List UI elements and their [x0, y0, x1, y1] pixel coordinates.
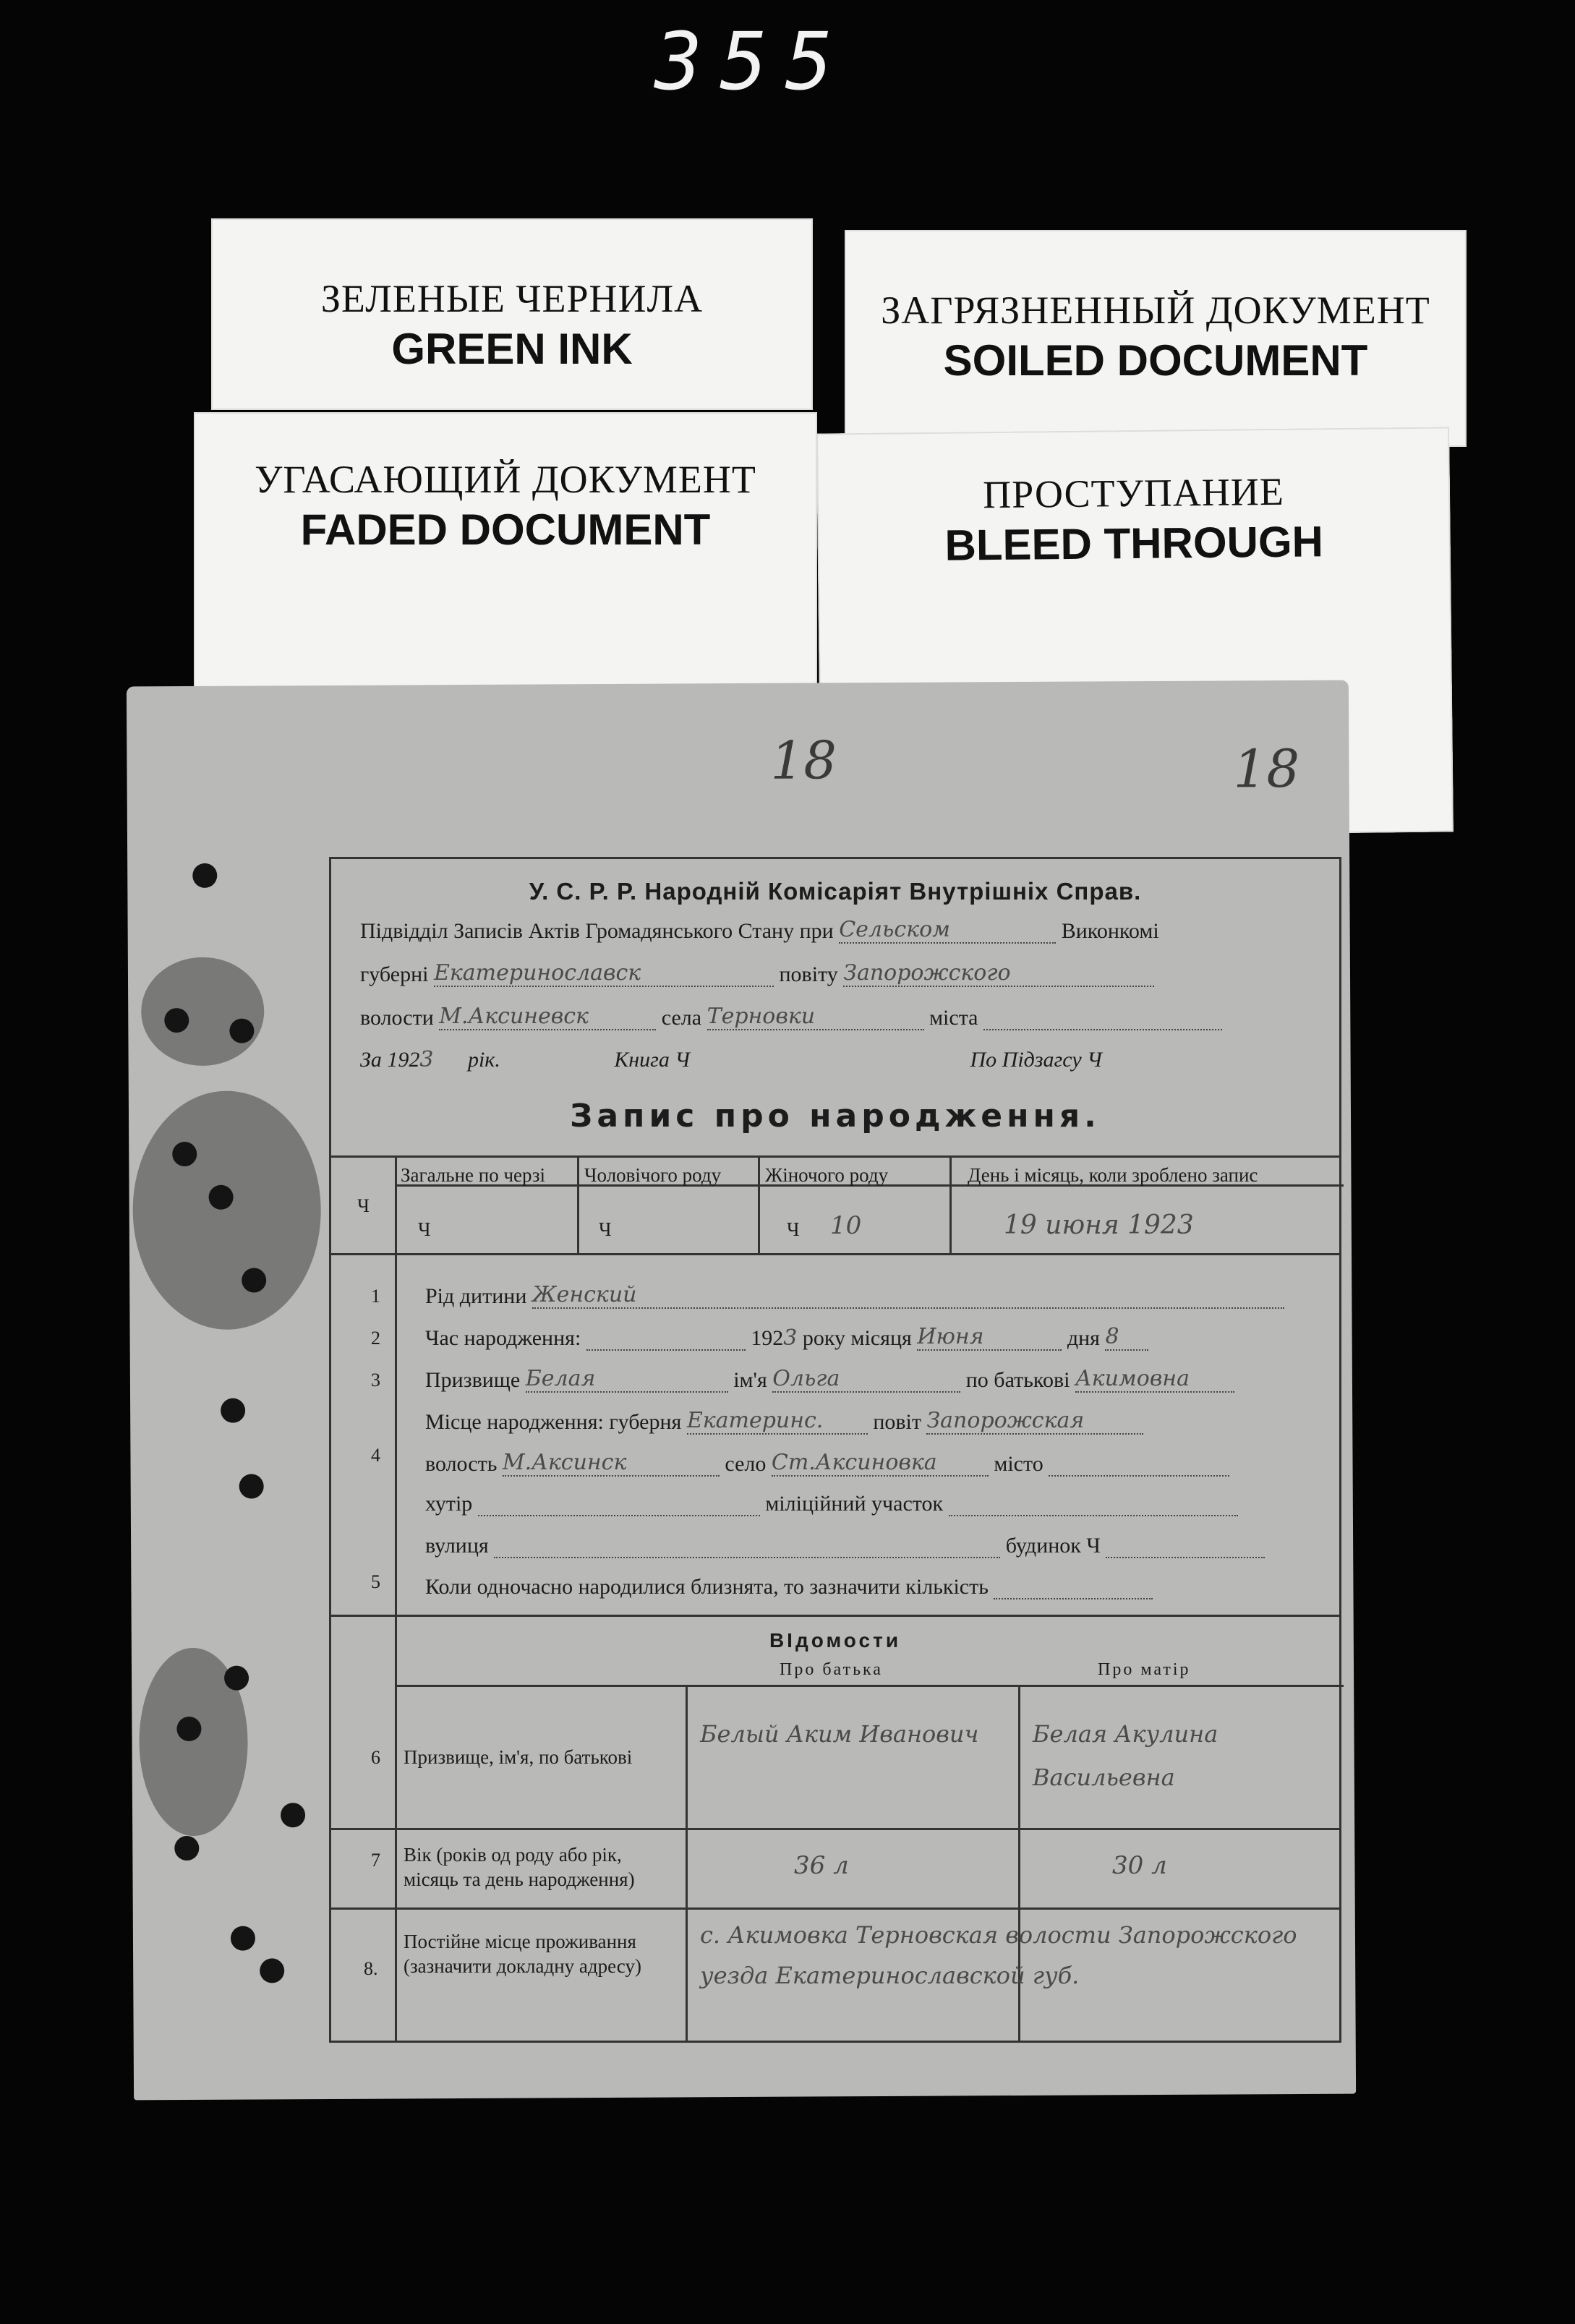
- page-number-left: 18: [770, 730, 837, 791]
- punch-hole: [176, 1717, 201, 1741]
- punch-hole: [192, 863, 217, 888]
- twins-value: [994, 1598, 1153, 1599]
- surname-label: Призвище: [425, 1368, 521, 1392]
- punch-hole: [164, 1008, 189, 1033]
- punch-hole: [174, 1836, 199, 1861]
- page-number-right: 18: [1233, 738, 1300, 800]
- volost-value: М.Аксиневск: [439, 1004, 656, 1030]
- faded-document-tag: [194, 412, 817, 701]
- val-male: Ч: [599, 1218, 612, 1240]
- residence-label: Постійне місце проживання (зазначити докладну адресу): [404, 1931, 641, 1977]
- row-twins: [425, 1575, 1153, 1599]
- row-number: 5: [371, 1571, 380, 1592]
- col-total-header: Загальне по черзі: [401, 1164, 546, 1186]
- militia-value: [949, 1515, 1238, 1516]
- birth-day-label: дня: [1067, 1326, 1100, 1350]
- gubernia-value: Екатеринославск: [434, 960, 774, 987]
- year-label: За 192: [360, 1048, 420, 1072]
- row-khutir: [425, 1492, 1238, 1516]
- green-ink-tag: [211, 218, 813, 410]
- row-number: 8.: [364, 1958, 378, 1979]
- punch-hole: [239, 1474, 264, 1498]
- green-ink-tag-en: GREEN INK: [391, 325, 633, 373]
- row-number: 3: [371, 1370, 380, 1390]
- birth-month-label: року місяця: [802, 1326, 912, 1350]
- stain: [141, 957, 265, 1066]
- patronymic-label: по батькові: [965, 1368, 1070, 1392]
- row-volost: [425, 1450, 1229, 1477]
- row-birthplace: [425, 1408, 1143, 1435]
- street-label: вулиця: [425, 1534, 489, 1558]
- year-value: 3: [419, 1047, 434, 1072]
- misto-value: [983, 1029, 1222, 1030]
- row-street: [425, 1534, 1265, 1558]
- street-value: [494, 1557, 1000, 1558]
- birth-year-value: 3: [783, 1325, 798, 1351]
- punch-hole: [242, 1268, 266, 1292]
- parents-name-label: Призвище, ім'я, по батькові: [404, 1746, 633, 1768]
- father-name: Белый Аким Иванович: [700, 1720, 979, 1748]
- punch-hole: [224, 1666, 249, 1691]
- birthplace-povit-label: повіт: [873, 1410, 921, 1434]
- birth-selo-value: Ст.Аксиновка: [772, 1450, 989, 1477]
- col-male-header: Чоловічого роду: [584, 1164, 722, 1186]
- frame-number: 355: [654, 15, 850, 108]
- form-title: У. С. Р. Р. Народній Комісаріят Внутрішніх Справ.: [529, 878, 1142, 905]
- birth-time-dots: [586, 1349, 746, 1351]
- surname-value: Белая: [526, 1366, 728, 1393]
- birthplace-povit-value: Запорожская: [926, 1408, 1143, 1435]
- punch-hole: [231, 1926, 255, 1951]
- bleed-tag-ru: ПРОСТУПАНИЕ: [982, 469, 1285, 517]
- punch-hole: [260, 1958, 284, 1983]
- year-line: [360, 1047, 1102, 1072]
- col-female-header: Жіночого роду: [765, 1164, 889, 1186]
- child-sex-value: Женский: [532, 1282, 1284, 1309]
- birth-day-value: 8: [1105, 1324, 1148, 1351]
- row-birth-time: [425, 1324, 1148, 1351]
- volost-label: волости: [360, 1006, 434, 1030]
- povit-value: Запорожского: [843, 960, 1154, 987]
- book-label: Книга Ч: [614, 1048, 691, 1072]
- mother-name: Белая Акулина Васильевна: [1033, 1720, 1218, 1791]
- birth-volost-value: М.Аксинск: [503, 1450, 720, 1477]
- mother-age: 30 л: [1112, 1851, 1167, 1880]
- volost-line: [360, 1004, 1222, 1030]
- row-number: 2: [371, 1328, 380, 1349]
- record-heading: Запис про народження.: [570, 1098, 1101, 1135]
- residence-value: с. Акимовка Терновская волости Запорожского уезда Екатеринославской губ.: [700, 1921, 1297, 1989]
- row-number: 6: [371, 1747, 380, 1768]
- punch-hole: [229, 1019, 254, 1043]
- col-ch: Ч: [357, 1195, 370, 1216]
- stain: [132, 1090, 322, 1330]
- birth-volost-label: волость: [425, 1452, 498, 1476]
- col-date-header: День і місяць, коли зроблено запис: [968, 1164, 1258, 1186]
- povit-label: повіту: [779, 962, 838, 986]
- soiled-tag-en: SOILED DOCUMENT: [943, 336, 1368, 385]
- registry-suffix: Виконкомі: [1061, 919, 1159, 943]
- soiled-document-tag: [845, 230, 1467, 447]
- father-age: 36 л: [794, 1851, 849, 1880]
- birth-record-form: [329, 857, 1341, 2043]
- faded-tag-ru: УГАСАЮЩИЙ ДОКУМЕНТ: [255, 458, 756, 501]
- patronymic-value: Акимовна: [1075, 1366, 1234, 1393]
- val-female: Ч: [787, 1218, 800, 1240]
- birth-selo-label: село: [725, 1452, 767, 1476]
- birthplace-gubernia-value: Екатеринс.: [687, 1408, 868, 1435]
- gubernia-label: губерні: [360, 962, 429, 986]
- militia-label: міліційний участок: [765, 1492, 944, 1516]
- faded-tag-en: FADED DOCUMENT: [300, 505, 711, 554]
- year-suffix: рік.: [467, 1048, 500, 1072]
- soiled-tag-ru: ЗАГРЯЗНЕННЫЙ ДОКУМЕНТ: [881, 289, 1430, 332]
- birth-time-label: Час народження:: [425, 1326, 581, 1350]
- podzag-label: По Підзагсу Ч: [970, 1048, 1102, 1072]
- selo-label: села: [661, 1006, 702, 1030]
- punch-hole: [209, 1185, 234, 1210]
- row-number: 7: [371, 1850, 380, 1871]
- birth-year-label: 192: [751, 1326, 784, 1350]
- birth-misto-label: місто: [994, 1452, 1043, 1476]
- punch-hole: [172, 1142, 197, 1166]
- registry-line: [360, 917, 1159, 944]
- khutir-label: хутір: [425, 1492, 473, 1516]
- selo-value: Терновки: [707, 1004, 924, 1030]
- about-father-heading: Про батька: [780, 1660, 883, 1679]
- bleed-tag-en: BLEED THROUGH: [944, 517, 1324, 570]
- first-name-value: Ольга: [772, 1366, 960, 1393]
- house-label: будинок Ч: [1005, 1534, 1101, 1558]
- registry-label: Підвідділ Записів Актів Громадянського Стану при: [360, 919, 834, 943]
- parents-age-label: Вік (років од роду або рік, місяць та день народження): [404, 1844, 635, 1890]
- twins-label: Коли одночасно народилися близнята, то зазначити кількість: [425, 1575, 989, 1599]
- green-ink-tag-ru: ЗЕЛЕНЫЕ ЧЕРНИЛА: [320, 277, 704, 320]
- first-name-label: ім'я: [733, 1368, 767, 1392]
- vidomosti-heading: ВІдомости: [769, 1629, 902, 1652]
- khutir-value: [478, 1515, 760, 1516]
- gubernia-line: [360, 960, 1154, 987]
- row-name: [425, 1366, 1234, 1393]
- row-child-sex: [425, 1282, 1284, 1309]
- val-female-number: 10: [830, 1211, 862, 1240]
- house-value: [1106, 1557, 1265, 1558]
- child-sex-label: Рід дитини: [425, 1284, 527, 1308]
- row-number: 1: [371, 1286, 380, 1307]
- registry-value: Сельском: [839, 917, 1056, 944]
- val-total: Ч: [418, 1218, 431, 1240]
- misto-label: міста: [929, 1006, 978, 1030]
- birthplace-label: Місце народження: губерня: [425, 1410, 682, 1434]
- row-number: 4: [371, 1445, 380, 1466]
- val-date: 19 июня 1923: [1004, 1210, 1194, 1240]
- birth-misto-value: [1049, 1475, 1229, 1477]
- birth-month-value: Июня: [917, 1324, 1062, 1351]
- punch-hole: [281, 1803, 305, 1827]
- punch-hole: [221, 1398, 245, 1423]
- about-mother-heading: Про матір: [1098, 1660, 1191, 1679]
